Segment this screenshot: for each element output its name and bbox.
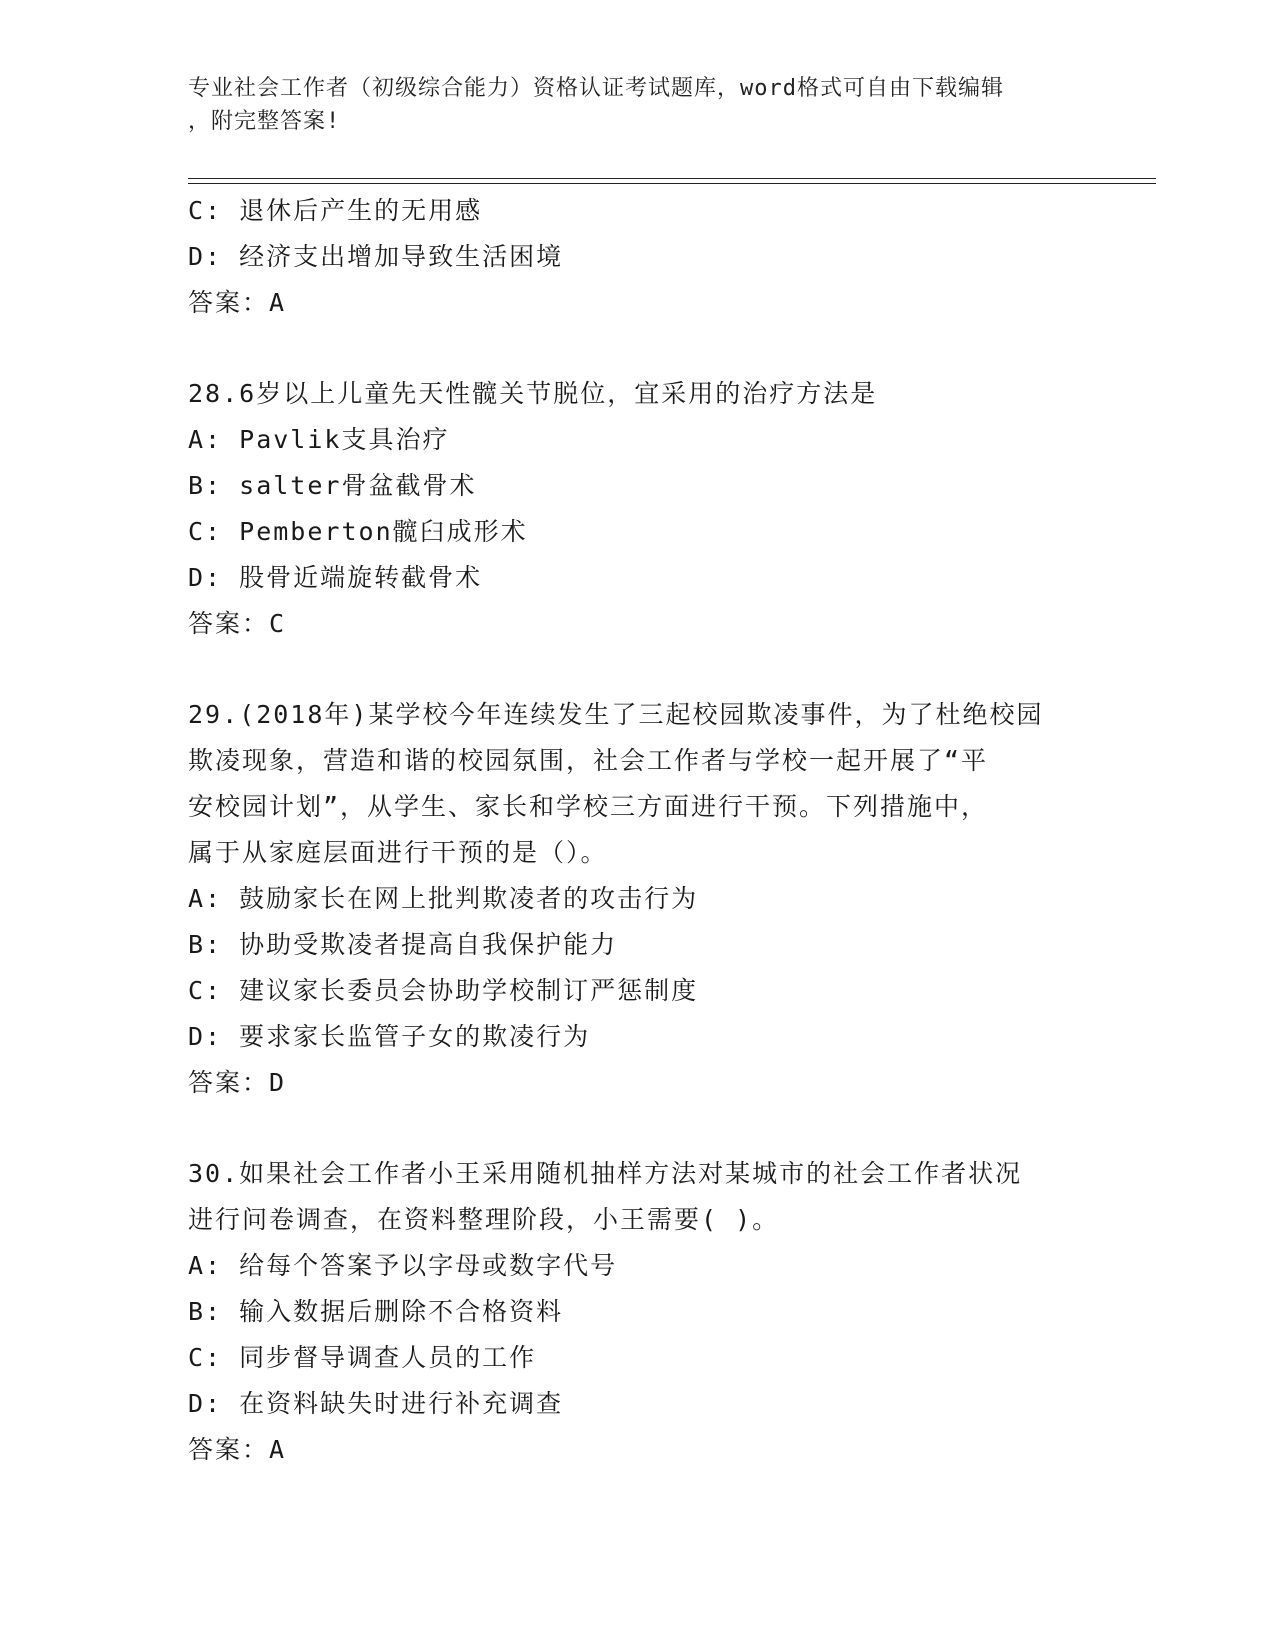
option-c: C: 同步督导调查人员的工作 (188, 1343, 537, 1372)
page-header (188, 72, 1088, 138)
header-title-line-2: ，附完整答案! (188, 109, 341, 134)
option-b: B: salter骨盆截骨术 (188, 471, 477, 500)
question-list (188, 188, 1088, 1473)
option-d: D: 股骨近端旋转截骨术 (188, 563, 483, 592)
question-block-27 (188, 188, 1088, 326)
option-d: D: 经济支出增加导致生活困境 (188, 242, 564, 271)
option-c: C: 退休后产生的无用感 (188, 196, 483, 225)
question-spacer (188, 326, 1088, 371)
option-a: A: 给每个答案予以字母或数字代号 (188, 1251, 618, 1280)
option-b: B: 协助受欺凌者提高自我保护能力 (188, 930, 618, 959)
question-stem-line-1: 29.(2018年)某学校今年连续发生了三起校园欺凌事件，为了杜绝校园 (188, 700, 1044, 729)
option-d: D: 在资料缺失时进行补充调查 (188, 1389, 564, 1418)
answer-line: 答案：A (188, 288, 287, 317)
question-stem-line-1: 30.如果社会工作者小王采用随机抽样方法对某城市的社会工作者状况 (188, 1159, 1023, 1188)
question-block-29 (188, 692, 1088, 1106)
option-a: A: Pavlik支具治疗 (188, 425, 450, 454)
question-stem-line-2: 进行问卷调查，在资料整理阶段，小王需要( )。 (188, 1205, 780, 1234)
answer-line: 答案：C (188, 609, 287, 638)
option-c: C: Pemberton髋臼成形术 (188, 517, 528, 546)
question-stem-line-4: 属于从家庭层面进行干预的是（）。 (188, 838, 608, 867)
question-block-28 (188, 371, 1088, 647)
question-spacer (188, 647, 1088, 692)
question-block-30 (188, 1151, 1088, 1473)
question-spacer (188, 1106, 1088, 1151)
answer-line: 答案：A (188, 1435, 287, 1464)
option-d: D: 要求家长监管子女的欺凌行为 (188, 1022, 591, 1051)
question-stem-line-3: 安校园计划”，从学生、家长和学校三方面进行干预。下列措施中， (188, 792, 989, 821)
option-c: C: 建议家长委员会协助学校制订严惩制度 (188, 976, 699, 1005)
header-divider-bottom (188, 183, 1156, 184)
option-b: B: 输入数据后删除不合格资料 (188, 1297, 564, 1326)
header-divider-top (188, 178, 1156, 179)
question-stem-line-2: 欺凌现象，营造和谐的校园氛围，社会工作者与学校一起开展了“平 (188, 746, 989, 775)
question-stem: 28.6岁以上儿童先天性髋关节脱位，宜采用的治疗方法是 (188, 379, 878, 408)
option-a: A: 鼓励家长在网上批判欺凌者的攻击行为 (188, 884, 699, 913)
header-title-line-1: 专业社会工作者（初级综合能力）资格认证考试题库，word格式可自由下载编辑 (188, 76, 1004, 101)
answer-line: 答案：D (188, 1068, 287, 1097)
